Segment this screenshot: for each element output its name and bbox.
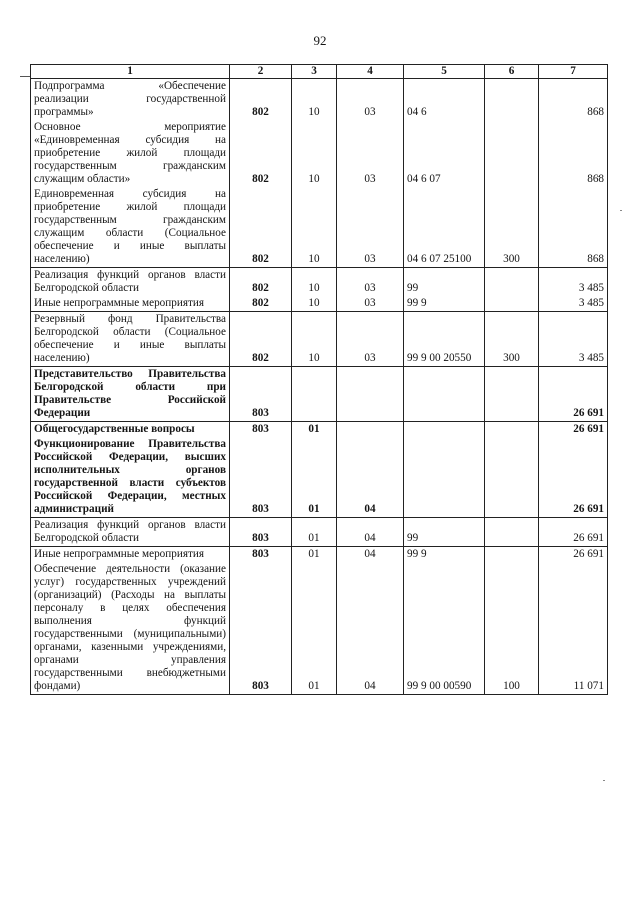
- cell-ministry-code: 803: [230, 437, 292, 518]
- cell-amount: 26 691: [539, 367, 608, 422]
- cell-expense-type: 300: [485, 187, 539, 268]
- cell-ministry-code: 802: [230, 312, 292, 367]
- table-row: [31, 312, 608, 367]
- scan-speck: [603, 780, 605, 781]
- cell-section: 10: [292, 312, 337, 367]
- cell-section: 01: [292, 518, 337, 547]
- cell-expense-type: [485, 422, 539, 438]
- margin-mark: [20, 76, 30, 77]
- cell-name: Функционирование Правительства Российской Федерации, высших исполнительных органов государственной власти субъектов Российской Федерации, местных администраций: [31, 437, 230, 518]
- cell-ministry-code: 802: [230, 120, 292, 187]
- cell-section: 01: [292, 547, 337, 563]
- cell-expense-type: [485, 518, 539, 547]
- scan-speck: [620, 210, 622, 211]
- cell-subsection: 03: [337, 79, 404, 121]
- cell-ministry-code: 803: [230, 518, 292, 547]
- table-row: [31, 187, 608, 268]
- column-header-target-item: 5: [404, 65, 485, 79]
- cell-target-item: 99: [404, 268, 485, 297]
- table-row: [31, 422, 608, 438]
- cell-subsection: 03: [337, 312, 404, 367]
- cell-target-item: [404, 422, 485, 438]
- cell-amount: 26 691: [539, 422, 608, 438]
- page-number: 92: [313, 33, 327, 48]
- cell-amount: 868: [539, 79, 608, 121]
- cell-section: 01: [292, 562, 337, 695]
- table-row: [31, 518, 608, 547]
- cell-section: 01: [292, 422, 337, 438]
- cell-ministry-code: 803: [230, 367, 292, 422]
- cell-amount: 3 485: [539, 312, 608, 367]
- cell-section: 10: [292, 296, 337, 312]
- cell-target-item: 99 9 00 20550: [404, 312, 485, 367]
- cell-name: Единовременная субсидия на приобретение жилой площади государственным гражданским служащим области (Социальное обеспечение и иные выплаты населению): [31, 187, 230, 268]
- table-row: [31, 296, 608, 312]
- cell-name: Основное мероприятие «Единовременная субсидия на приобретение жилой площади государственным гражданским служащим области»: [31, 120, 230, 187]
- cell-name: Представительство Правительства Белгородской области при Правительстве Российской Федерации: [31, 367, 230, 422]
- table-row: [31, 268, 608, 297]
- cell-name: Реализация функций органов власти Белгородской области: [31, 518, 230, 547]
- table-row: [31, 547, 608, 563]
- cell-subsection: 03: [337, 296, 404, 312]
- cell-name: Иные непрограммные мероприятия: [31, 296, 230, 312]
- column-header-expense-type: 6: [485, 65, 539, 79]
- cell-target-item: 99 9: [404, 547, 485, 563]
- cell-subsection: 04: [337, 547, 404, 563]
- cell-target-item: [404, 367, 485, 422]
- cell-section: 01: [292, 437, 337, 518]
- cell-target-item: 04 6 07: [404, 120, 485, 187]
- cell-subsection: 03: [337, 268, 404, 297]
- cell-target-item: 99 9: [404, 296, 485, 312]
- cell-ministry-code: 802: [230, 296, 292, 312]
- table-row: [31, 120, 608, 187]
- cell-amount: 3 485: [539, 296, 608, 312]
- cell-expense-type: [485, 120, 539, 187]
- cell-name: Общегосударственные вопросы: [31, 422, 230, 438]
- cell-ministry-code: 803: [230, 562, 292, 695]
- table-row: [31, 562, 608, 695]
- column-header-amount: 7: [539, 65, 608, 79]
- cell-amount: 868: [539, 120, 608, 187]
- cell-name: Реализация функций органов власти Белгородской области: [31, 268, 230, 297]
- cell-amount: 26 691: [539, 547, 608, 563]
- cell-name: Иные непрограммные мероприятия: [31, 547, 230, 563]
- cell-amount: 3 485: [539, 268, 608, 297]
- cell-section: 10: [292, 120, 337, 187]
- cell-amount: 11 071: [539, 562, 608, 695]
- cell-name: Резервный фонд Правительства Белгородской области (Социальное обеспечение и иные выплаты населению): [31, 312, 230, 367]
- cell-expense-type: [485, 437, 539, 518]
- budget-table: [30, 64, 608, 695]
- column-header-name: 1: [31, 65, 230, 79]
- cell-section: [292, 367, 337, 422]
- cell-subsection: [337, 367, 404, 422]
- cell-subsection: 03: [337, 120, 404, 187]
- cell-ministry-code: 802: [230, 79, 292, 121]
- cell-target-item: 04 6: [404, 79, 485, 121]
- column-header-ministry: 2: [230, 65, 292, 79]
- cell-section: 10: [292, 187, 337, 268]
- cell-expense-type: [485, 268, 539, 297]
- cell-ministry-code: 802: [230, 187, 292, 268]
- cell-expense-type: [485, 547, 539, 563]
- cell-expense-type: [485, 79, 539, 121]
- cell-ministry-code: 802: [230, 268, 292, 297]
- cell-target-item: [404, 437, 485, 518]
- cell-expense-type: [485, 367, 539, 422]
- cell-subsection: 04: [337, 518, 404, 547]
- cell-section: 10: [292, 79, 337, 121]
- cell-name: Подпрограмма «Обеспечение реализации государственной программы»: [31, 79, 230, 121]
- cell-subsection: 03: [337, 187, 404, 268]
- column-header-section: 3: [292, 65, 337, 79]
- column-header-subsection: 4: [337, 65, 404, 79]
- table-row: [31, 367, 608, 422]
- cell-name: Обеспечение деятельности (оказание услуг) государственных учреждений (организаций) (Расходы на выплаты персоналу в целях обеспечения выполнения функций государственными (муниципальными) органами, казенными учреждениями, органами управления государственными внебюджетными фондами): [31, 562, 230, 695]
- cell-subsection: 04: [337, 562, 404, 695]
- cell-target-item: 99 9 00 00590: [404, 562, 485, 695]
- cell-amount: 868: [539, 187, 608, 268]
- cell-target-item: 04 6 07 25100: [404, 187, 485, 268]
- cell-target-item: 99: [404, 518, 485, 547]
- cell-expense-type: 100: [485, 562, 539, 695]
- table-header-row: [31, 65, 608, 79]
- cell-expense-type: 300: [485, 312, 539, 367]
- cell-ministry-code: 803: [230, 547, 292, 563]
- cell-amount: 26 691: [539, 518, 608, 547]
- table-row: [31, 79, 608, 121]
- cell-subsection: 04: [337, 437, 404, 518]
- cell-section: 10: [292, 268, 337, 297]
- cell-ministry-code: 803: [230, 422, 292, 438]
- cell-amount: 26 691: [539, 437, 608, 518]
- table-row: [31, 437, 608, 518]
- cell-subsection: [337, 422, 404, 438]
- cell-expense-type: [485, 296, 539, 312]
